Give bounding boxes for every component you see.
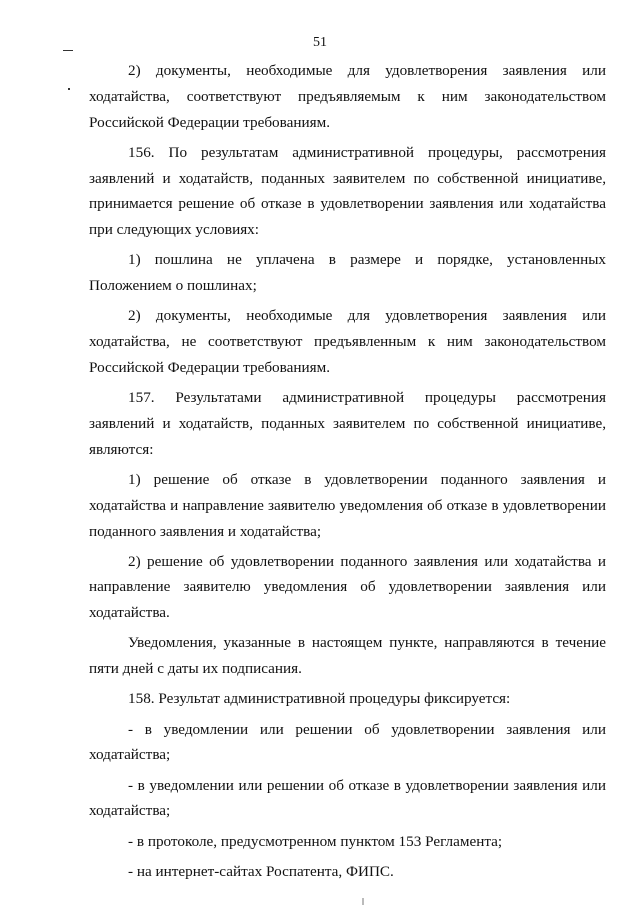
paragraph-item-2-approval: 2) решение об удовлетворении поданного заявления или ходатайства и направление заявителю уведомления об удовлетворении заявления или ходатайства. bbox=[89, 552, 606, 622]
list-item-protocol: - в протоколе, предусмотренном пунктом 153 Регламента; bbox=[128, 832, 503, 850]
scan-artifact-bottom bbox=[362, 898, 364, 905]
list-item-approval-notice: - в уведомлении или решении об удовлетворении заявления или ходатайства; bbox=[89, 720, 606, 764]
paragraph-notifications: Уведомления, указанные в настоящем пункте, направляются в течение пяти дней с даты их подписания. bbox=[89, 634, 606, 678]
paragraph-158: 158. Результат административной процедуры фиксируется: bbox=[128, 690, 511, 708]
list-item-websites: - на интернет-сайтах Роспатента, ФИПС. bbox=[128, 862, 394, 880]
paragraph-157: 157. Результатами административной процедуры рассмотрения заявлений и ходатайств, поданных заявителем по собственной инициативе, являются: bbox=[89, 389, 606, 458]
paragraph-item-2-docs-compliant: 2) документы, необходимые для удовлетворения заявления или ходатайства, соответствуют предъявляемым к ним законодательством Российской Федерации требованиям. bbox=[89, 62, 606, 131]
list-item-refusal-notice: - в уведомлении или решении об отказе в удовлетворении заявления или ходатайства; bbox=[89, 776, 606, 820]
paragraph-156: 156. По результатам административной процедуры, рассмотрения заявлений и ходатайств, поданных заявителем по собственной инициативе, принимается решение об отказе в удовлетворении заявления или ходатайства при следующих условиях: bbox=[89, 143, 606, 239]
document-body bbox=[89, 58, 606, 889]
scan-artifact-dot bbox=[68, 88, 70, 90]
paragraph-item-1-fee-unpaid: 1) пошлина не уплачена в размере и порядке, установленных Положением о пошлинах; bbox=[89, 251, 606, 295]
page-number: 51 bbox=[313, 35, 327, 50]
paragraph-item-2-docs-noncompliant: 2) документы, необходимые для удовлетворения заявления или ходатайства, не соответствуют предъявленным к ним законодательством Российской Федерации требованиям. bbox=[89, 307, 606, 376]
paragraph-item-1-refusal: 1) решение об отказе в удовлетворении поданного заявления и ходатайства и направление заявителю уведомления об отказе в удовлетворении поданного заявления и ходатайства; bbox=[89, 470, 606, 540]
